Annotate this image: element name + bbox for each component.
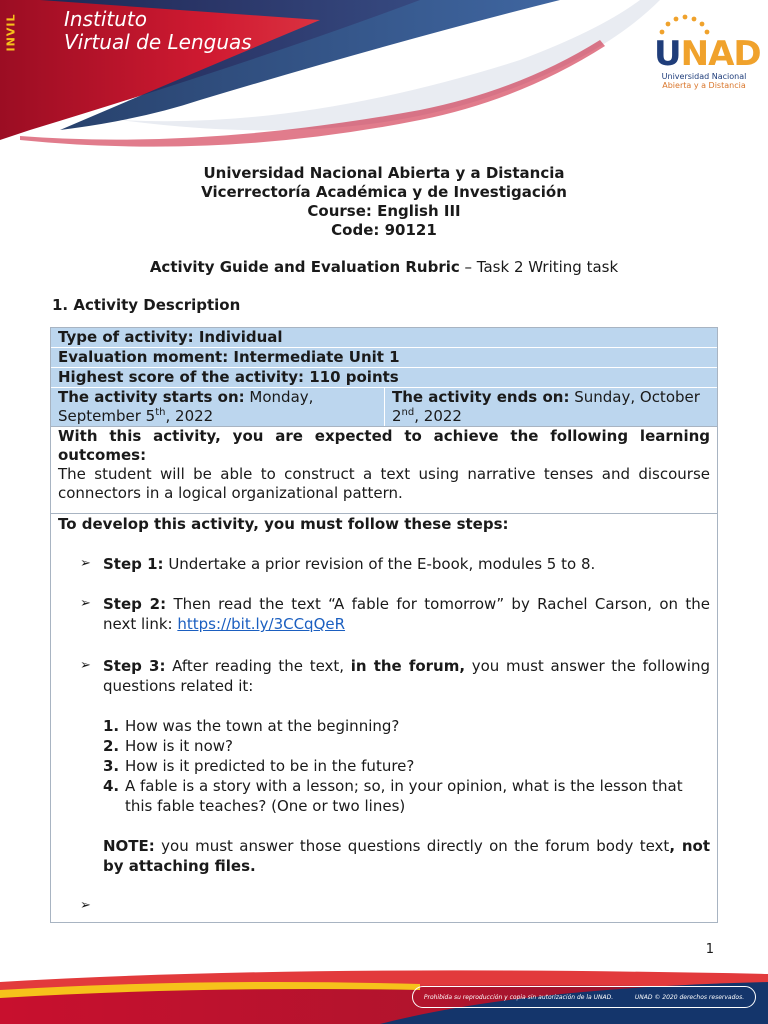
- ivl-vertical-label: INVIL: [4, 13, 18, 52]
- unad-subtitle-1: Universidad Nacional: [661, 72, 747, 81]
- end-date-cell: The activity ends on: Sunday, October 2nd, 2022: [384, 388, 717, 426]
- outcomes-text: The student will be able to construct a text using narrative tenses and discourse connectors in a logical organizational pattern.: [58, 465, 710, 502]
- highest-score-row: Highest score of the activity: 110 points: [51, 368, 717, 388]
- unad-wordmark: UNAD: [654, 34, 761, 74]
- footer-right-text: UNAD © 2020 derechos reservados.: [634, 993, 745, 1001]
- guide-title: Activity Guide and Evaluation Rubric – Task 2 Writing task: [149, 258, 619, 276]
- activity-type-row: Type of activity: Individual: [51, 328, 717, 348]
- arrow-bullet-icon: ➢: [80, 898, 91, 913]
- unad-logo: [654, 14, 761, 90]
- outcomes-lead: With this activity, you are expected to achieve the following learning outcomes:: [58, 427, 710, 464]
- fable-link[interactable]: https://bit.ly/3CCqQeR: [177, 615, 346, 633]
- start-date-cell: The activity starts on: Monday, September 5th, 2022: [58, 388, 314, 425]
- step-1: ➢ Step 1: Undertake a prior revision of the E-book, modules 5 to 8.: [80, 555, 596, 573]
- steps-heading: To develop this activity, you must follow these steps:: [58, 515, 509, 533]
- footer-left-text: Prohibida su reproducción y copia sin autorización de la UNAD.: [423, 993, 614, 1001]
- dates-row: [51, 388, 717, 427]
- step-2: ➢ Step 2: Then read the text “A fable for tomorrow” by Rachel Carson, on the next link: https://bit.ly/3CCqQeR: [80, 595, 710, 633]
- unad-subtitle-2: Abierta y a Distancia: [662, 81, 746, 90]
- step-3: ➢ Step 3: After reading the text, in the forum, you must answer the following questions related it:: [80, 657, 710, 695]
- unad-dots-icon: [654, 14, 714, 36]
- header-banner: [0, 0, 768, 150]
- institute-line1: Instituto: [64, 7, 147, 31]
- steps-cell: [51, 514, 717, 922]
- footer-copyright-pill: [412, 986, 756, 1008]
- evaluation-moment-row: Evaluation moment: Intermediate Unit 1: [51, 348, 717, 368]
- arrow-bullet-icon: ➢: [80, 556, 91, 571]
- page-number: 1: [705, 942, 714, 957]
- note: NOTE: you must answer those questions directly on the forum body text, not by attaching files.: [103, 837, 711, 875]
- institute-line2: Virtual de Lenguas: [64, 30, 252, 54]
- university-name: Universidad Nacional Abierta y a Distancia: [203, 164, 565, 182]
- course-name: Course: English III: [307, 202, 461, 220]
- arrow-bullet-icon: ➢: [80, 658, 91, 673]
- activity-table: [50, 327, 718, 923]
- course-code: Code: 90121: [331, 221, 437, 239]
- document-title-block: [0, 164, 768, 240]
- question-4: 4. A fable is a story with a lesson; so, in your opinion, what is the lesson that this fable teaches? (One or two lines): [103, 777, 683, 815]
- arrow-bullet-icon: ➢: [80, 596, 91, 611]
- question-2: 2. How is it now?: [103, 737, 233, 755]
- learning-outcomes-cell: [51, 427, 717, 514]
- section-heading: 1. Activity Description: [52, 296, 241, 314]
- vice-rectorate: Vicerrectoría Académica y de Investigación: [201, 183, 567, 201]
- question-1: 1. How was the town at the beginning?: [103, 717, 400, 735]
- question-3: 3. How is it predicted to be in the future?: [103, 757, 415, 775]
- institute-logo-text: [64, 8, 252, 54]
